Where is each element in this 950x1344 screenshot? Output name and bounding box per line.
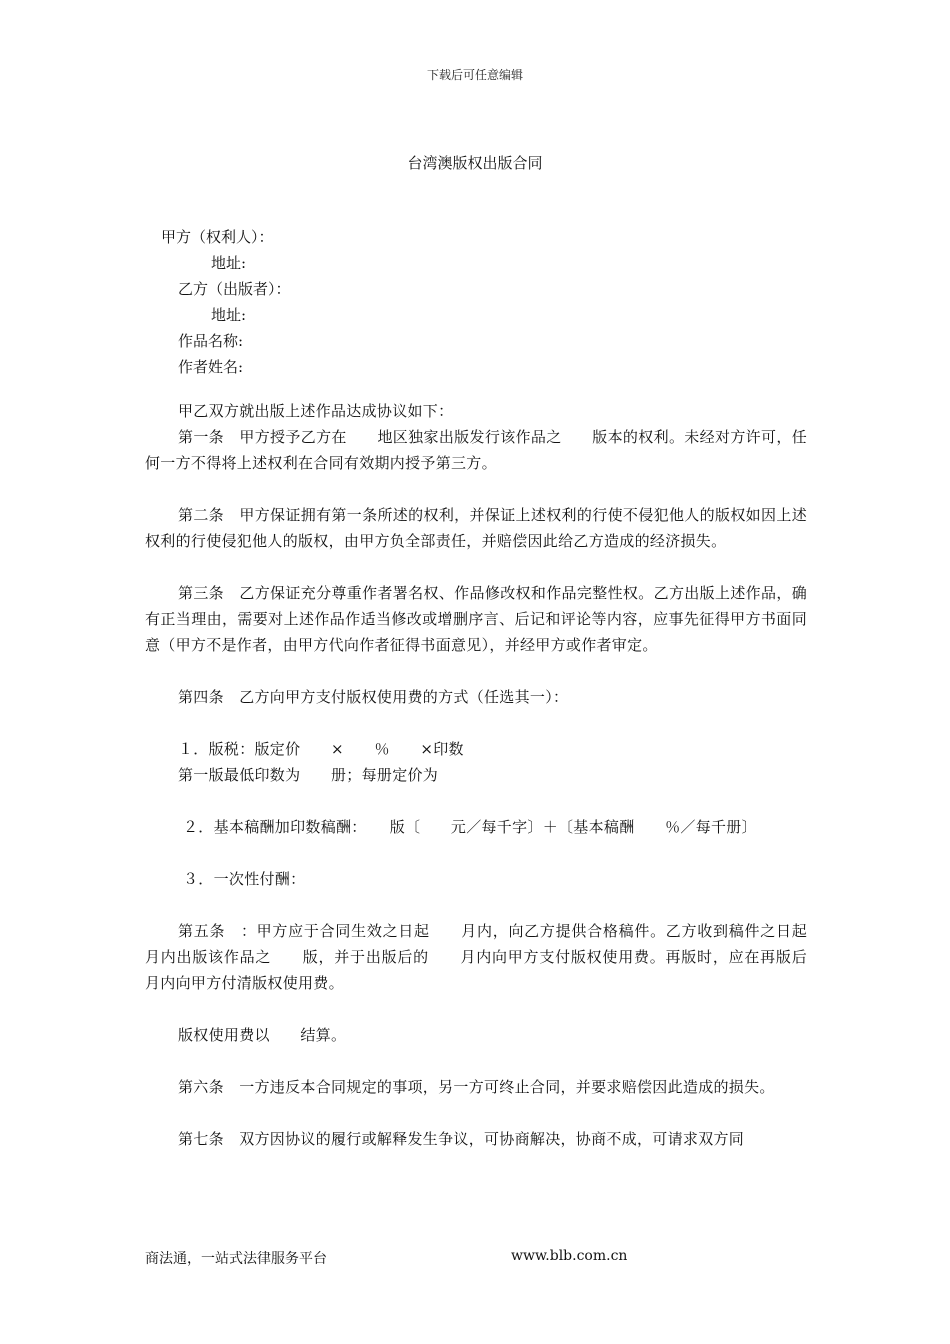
document-title: 台湾澳版权出版合同 bbox=[407, 154, 543, 172]
party-b-label: 乙方（出版者）： bbox=[178, 280, 291, 298]
author-name-label: 作者姓名: bbox=[178, 358, 244, 376]
party-a-address-label: 地址: bbox=[211, 254, 247, 272]
article-6: 第六条 一方违反本合同规定的事项，另一方可终止合同，并要求赔偿因此造成的损失。 bbox=[178, 1078, 775, 1096]
article-5: 第五条 ：甲方应于合同生效之日起 月内，向乙方提供合格稿件。乙方收到稿件之日起 月内出版该作品之 版，并于出版后的 月内向甲方支付版权使用费。再版时，应在再版后 月内向甲方付清版权使用费。 bbox=[145, 922, 838, 992]
article-4: 第四条 乙方向甲方支付版权使用费的方式（任选其一）： bbox=[178, 688, 569, 706]
party-info-block bbox=[145, 224, 807, 380]
contract-body bbox=[145, 398, 838, 1152]
party-a-label: 甲方（权利人）： bbox=[161, 228, 274, 246]
article-4-option-3: ３．一次性付酬： bbox=[183, 870, 306, 888]
article-4-option-1: １．版税：版定价 × ％ ×印数 bbox=[178, 740, 464, 758]
article-4-option-2: ２．基本稿酬加印数稿酬： 版〔 元／每千字〕＋〔基本稿酬 ％／每千册〕 bbox=[183, 818, 757, 836]
footer-platform-name: 商法通，一站式法律服务平台 bbox=[145, 1251, 327, 1267]
page-header: 下载后可任意编辑 bbox=[426, 68, 523, 82]
party-b-address-label: 地址: bbox=[211, 306, 247, 324]
article-7: 第七条 双方因协议的履行或解释发生争议，可协商解决，协商不成，可请求双方同 bbox=[178, 1130, 745, 1148]
footer-website-link[interactable]: www.blb.com.cn bbox=[511, 1248, 628, 1264]
article-4-option-1-note: 第一版最低印数为 册；每册定价为 bbox=[178, 766, 439, 784]
article-5-settlement: 版权使用费以 结算。 bbox=[178, 1026, 347, 1044]
article-2: 第二条 甲方保证拥有第一条所述的权利，并保证上述权利的行使不侵犯他人的版权如因上述权利的行使侵犯他人的版权，由甲方负全部责任，并赔偿因此给乙方造成的经济损失。 bbox=[145, 506, 807, 550]
article-3: 第三条 乙方保证充分尊重作者署名权、作品修改权和作品完整性权。乙方出版上述作品，确有正当理由，需要对上述作品作适当修改或增删序言、后记和评论等内容，应事先征得甲方书面同意（甲方不是作者，由甲方代向作者征得书面意见），并经甲方或作者审定。 bbox=[145, 584, 807, 654]
work-name-label: 作品名称: bbox=[178, 332, 244, 350]
article-1: 第一条 甲方授予乙方在 地区独家出版发行该作品之 版本的权利。未经对方许可，任何一方不得将上述权利在合同有效期内授予第三方。 bbox=[145, 428, 807, 472]
intro-paragraph: 甲乙双方就出版上述作品达成协议如下： bbox=[178, 402, 454, 420]
